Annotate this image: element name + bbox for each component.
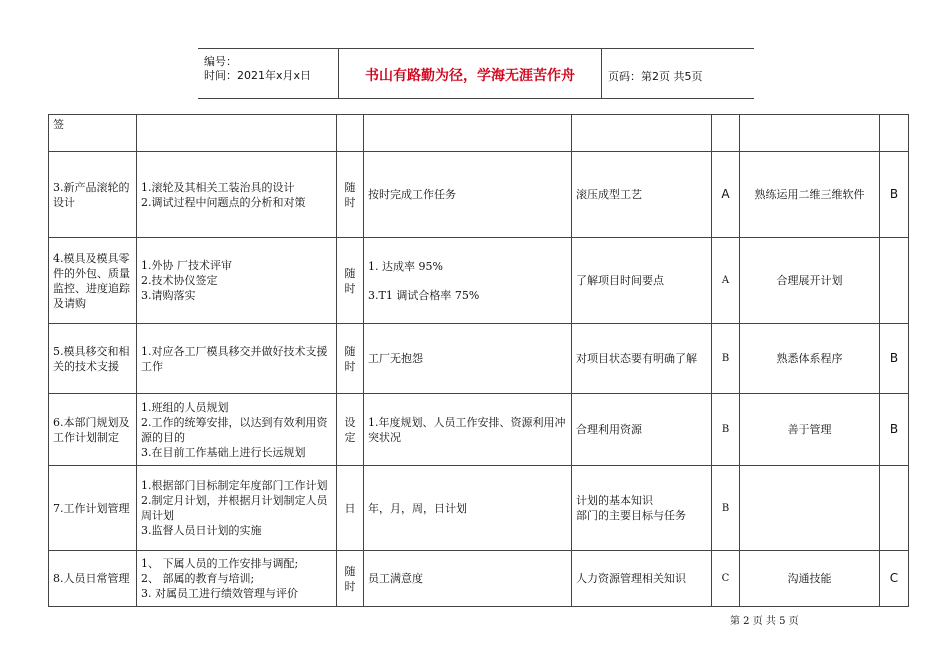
contents-cell	[137, 324, 337, 394]
header-right	[602, 49, 754, 98]
item-cell: 签	[49, 115, 137, 152]
knowledge-cell	[572, 324, 712, 394]
table-row	[49, 238, 909, 324]
contents-cell	[137, 238, 337, 324]
knowledge-line: 了解项目时间要点	[576, 274, 664, 287]
knowledge-level-cell: A	[712, 152, 740, 238]
skill-level-cell: B	[880, 152, 909, 238]
frequency-cell: 日	[337, 466, 364, 551]
standard-line: 1.年度规划、人员工作安排、资源利用冲突状况	[368, 415, 566, 444]
skill-cell: 熟练运用二维三维软件	[740, 152, 880, 238]
table-row	[49, 551, 909, 607]
knowledge-level-cell: C	[712, 551, 740, 607]
contents-cell	[137, 152, 337, 238]
contents-line: 1.班组的人员规划	[141, 400, 229, 414]
skill-level-cell	[880, 466, 909, 551]
contents-line: 1、 下属人员的工作安排与调配;	[141, 557, 299, 570]
duty-table	[48, 114, 909, 607]
page-footer: 第 2 页 共 5 页	[730, 616, 799, 627]
contents-line: 3.在目前工作基础上进行长远规划	[141, 445, 306, 459]
contents-line: 3.请购落实	[141, 289, 196, 302]
skill-level-cell: B	[880, 394, 909, 466]
standard-cell	[364, 466, 572, 551]
frequency-cell	[337, 115, 364, 152]
frequency-cell: 随时	[337, 152, 364, 238]
contents-cell	[137, 466, 337, 551]
knowledge-level-cell: B	[712, 394, 740, 466]
knowledge-level-cell: B	[712, 324, 740, 394]
skill-level-cell	[880, 238, 909, 324]
table-row	[49, 394, 909, 466]
frequency-cell: 随时	[337, 238, 364, 324]
standard-cell	[364, 238, 572, 324]
frequency-cell: 随时	[337, 551, 364, 607]
knowledge-line: 计划的基本知识	[576, 494, 653, 507]
standard-line: 1. 达成率 95%	[368, 259, 443, 273]
standard-line: 年，月，周，日计划	[368, 501, 467, 515]
skill-cell: 合理展开计划	[740, 238, 880, 324]
standard-cell	[364, 324, 572, 394]
knowledge-line: 部门的主要目标与任务	[576, 509, 686, 522]
skill-cell	[740, 115, 880, 152]
item-cell: 8.人员日常管理	[49, 551, 137, 607]
standard-line: 3.T1 调试合格率 75%	[368, 288, 480, 302]
standard-line: 工厂无抱怨	[368, 352, 423, 365]
standard-line: 员工满意度	[368, 572, 423, 585]
skill-cell: 沟通技能	[740, 551, 880, 607]
contents-line: 2.制定月计划，并根据月计划制定人员周计划	[141, 494, 328, 522]
table-row	[49, 115, 909, 152]
contents-line: 3.监督人员日计划的实施	[141, 524, 262, 537]
knowledge-line: 合理利用资源	[576, 423, 642, 436]
contents-line: 1.根据部门目标制定年度部门工作计划	[141, 479, 328, 492]
contents-cell	[137, 115, 337, 152]
standard-cell	[364, 152, 572, 238]
knowledge-cell	[572, 466, 712, 551]
header-page-label: 页码：第2页 共5页	[608, 70, 703, 83]
standard-cell	[364, 551, 572, 607]
standard-cell	[364, 115, 572, 152]
knowledge-level-cell	[712, 115, 740, 152]
standard-line: 按时完成工作任务	[368, 188, 456, 201]
table-row	[49, 466, 909, 551]
contents-line: 2.调试过程中问题点的分析和对策	[141, 195, 306, 209]
document-time-label: 时间：2021年x月x日	[204, 69, 312, 82]
contents-line: 2.工作的统筹安排，以达到有效利用资源的目的	[141, 415, 328, 444]
frequency-cell: 设定	[337, 394, 364, 466]
page-header	[198, 48, 754, 99]
knowledge-level-cell: A	[712, 238, 740, 324]
skill-level-cell: C	[880, 551, 909, 607]
item-cell: 4.模具及模具零件的外包、质量监控、进度追踪及请购	[49, 238, 137, 324]
frequency-cell: 随时	[337, 324, 364, 394]
contents-line: 1.外协 厂技术评审	[141, 259, 232, 272]
contents-line: 1.对应各工厂模具移交并做好技术支援工作	[141, 344, 328, 373]
skill-cell: 熟悉体系程序	[740, 324, 880, 394]
contents-cell	[137, 394, 337, 466]
contents-cell	[137, 551, 337, 607]
table-row	[49, 152, 909, 238]
contents-line: 3. 对属员工进行绩效管理与评价	[141, 587, 298, 600]
contents-line: 2.技术协仪签定	[141, 274, 218, 287]
table-row	[49, 324, 909, 394]
knowledge-cell	[572, 115, 712, 152]
skill-cell: 善于管理	[740, 394, 880, 466]
knowledge-line: 滚压成型工艺	[576, 188, 642, 201]
item-cell: 5.模具移交和相关的技术支援	[49, 324, 137, 394]
header-left	[198, 49, 338, 98]
contents-line: 1.滚轮及其相关工装治具的设计	[141, 180, 295, 194]
item-cell: 3.新产品滚轮的设计	[49, 152, 137, 238]
item-cell: 7.工作计划管理	[49, 466, 137, 551]
knowledge-cell	[572, 551, 712, 607]
knowledge-cell	[572, 238, 712, 324]
item-cell: 6.本部门规划及工作计划制定	[49, 394, 137, 466]
header-motto: 书山有路勤为径，学海无涯苦作舟	[365, 68, 575, 84]
skill-cell	[740, 466, 880, 551]
knowledge-line: 对项目状态要有明确了解	[576, 352, 697, 365]
knowledge-level-cell: B	[712, 466, 740, 551]
knowledge-cell	[572, 394, 712, 466]
document-number-label: 编号：	[204, 55, 237, 68]
skill-level-cell	[880, 115, 909, 152]
standard-cell	[364, 394, 572, 466]
header-center	[338, 49, 602, 98]
contents-line: 2、 部属的教育与培训;	[141, 572, 255, 585]
knowledge-line: 人力资源管理相关知识	[576, 572, 686, 585]
knowledge-cell	[572, 152, 712, 238]
skill-level-cell: B	[880, 324, 909, 394]
